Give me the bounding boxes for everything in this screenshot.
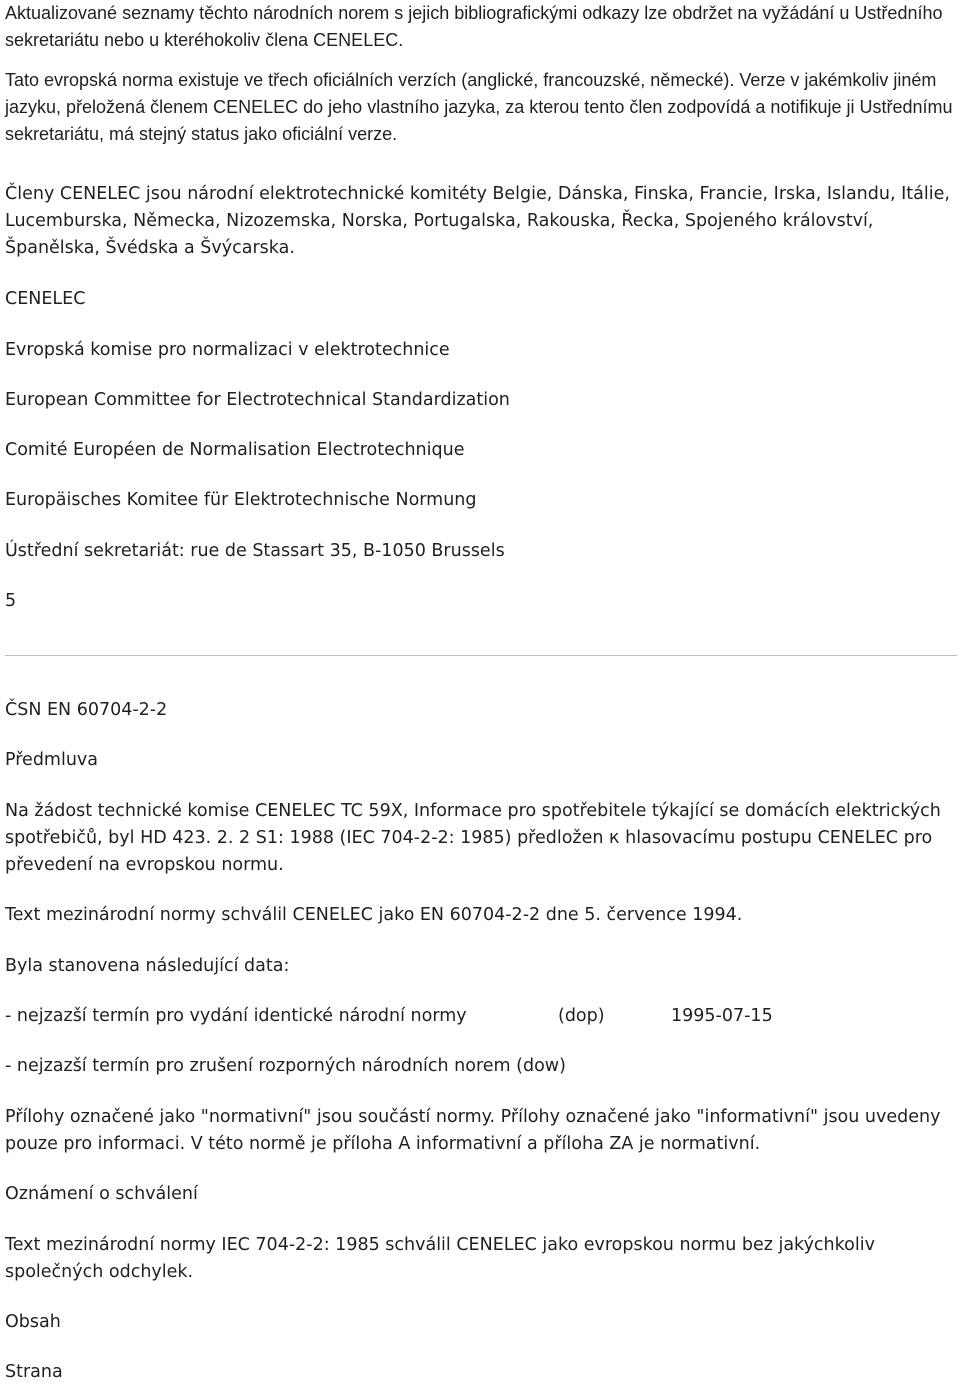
date-row-code: (dop) bbox=[558, 1006, 605, 1026]
page-number: 5 bbox=[5, 591, 17, 611]
date-row-dow bbox=[5, 1053, 955, 1080]
org-name-german: Europäisches Komitee für Elektrotechnische Normung bbox=[5, 490, 477, 510]
org-acronym: CENELEC bbox=[5, 289, 86, 309]
paragraph-approved: Text mezinárodní normy schválil CENELEC jako EN 60704-2-2 dne 5. července 1994. bbox=[5, 905, 743, 925]
paragraph-annexes: Přílohy označené jako "normativní" jsou součástí normy. Přílohy označené jako "informativní" jsou uvedeny pouze pro informaci. V této normě je příloha A informativní a příloha ZA je normativní. bbox=[5, 1107, 941, 1154]
central-secretariat-address: Ústřední sekretariát: rue de Stassart 35, B-1050 Brussels bbox=[5, 541, 505, 561]
official-versions-sentence: Tato evropská norma existuje ve třech oficiálních verzích (anglické, francouzské, německé). bbox=[5, 70, 740, 90]
date-row-label: - nejzazší termín pro vydání identické národní normy bbox=[5, 1006, 467, 1026]
contents-heading: Obsah bbox=[5, 1312, 61, 1332]
date-row-dop bbox=[5, 1003, 955, 1030]
org-name-czech: Evropská komise pro normalizaci v elektrotechnice bbox=[5, 340, 450, 360]
foreword-heading: Předmluva bbox=[5, 750, 99, 770]
dates-intro: Byla stanovena následující data: bbox=[5, 956, 290, 976]
paragraph-members: Členy CENELEC jsou národní elektrotechnické komitéty Belgie, Dánska, Finska, Francie, Irska, Islandu, Itálie, Lucemburska, Německa, Nizozemska, Norska, Portugalska, Rakouska, Řecka, Spojeného království, Španělska, Švédska a Švýcarska. bbox=[5, 184, 950, 258]
page-column-heading: Strana bbox=[5, 1362, 63, 1382]
org-name-english: European Committee for Electrotechnical Standardization bbox=[5, 390, 510, 410]
date-row-label: - nejzazší termín pro zrušení rozporných národních norem (dow) bbox=[5, 1056, 566, 1076]
paragraph-updated-lists: Aktualizované seznamy těchto národních norem s jejich bibliografickými odkazy lze obdržet na vyžádání u Ustředního sekretariátu nebo u kteréhokoliv člena CENELEC. bbox=[5, 3, 943, 50]
standard-identifier: ČSN EN 60704-2-2 bbox=[5, 700, 168, 720]
translated-versions-sentence: Verze v jakémkoliv jiném jazyku, přeložená členem CENELEC do jeho vlastního jazyka, za kterou tento člen zodpovídá a notifikuje ji Ustřednímu sekretariátu, má stejný status jako oficiální verze. bbox=[5, 70, 953, 144]
paragraph-notice: Text mezinárodní normy IEC 704-2-2: 1985 schválil CENELEC jako evropskou normu bez jakýchkoliv společných odchylek. bbox=[5, 1235, 875, 1282]
notice-heading: Oznámení o schválení bbox=[5, 1184, 198, 1204]
page-divider bbox=[5, 655, 957, 656]
paragraph-request: Na žádost technické komise CENELEC TC 59X, Informace pro spotřebitele týkající se domácích elektrických spotřebičů, byl HD 423. 2. 2 S1: 1988 (IEC 704-2-2: 1985) předložen к hlasovacímu postupu CENELEC pro převedení na evropskou normu. bbox=[5, 801, 941, 875]
paragraph-official-versions bbox=[5, 67, 955, 148]
date-row-date: 1995-07-15 bbox=[671, 1006, 773, 1026]
org-name-french: Comité Européen de Normalisation Electrotechnique bbox=[5, 440, 465, 460]
